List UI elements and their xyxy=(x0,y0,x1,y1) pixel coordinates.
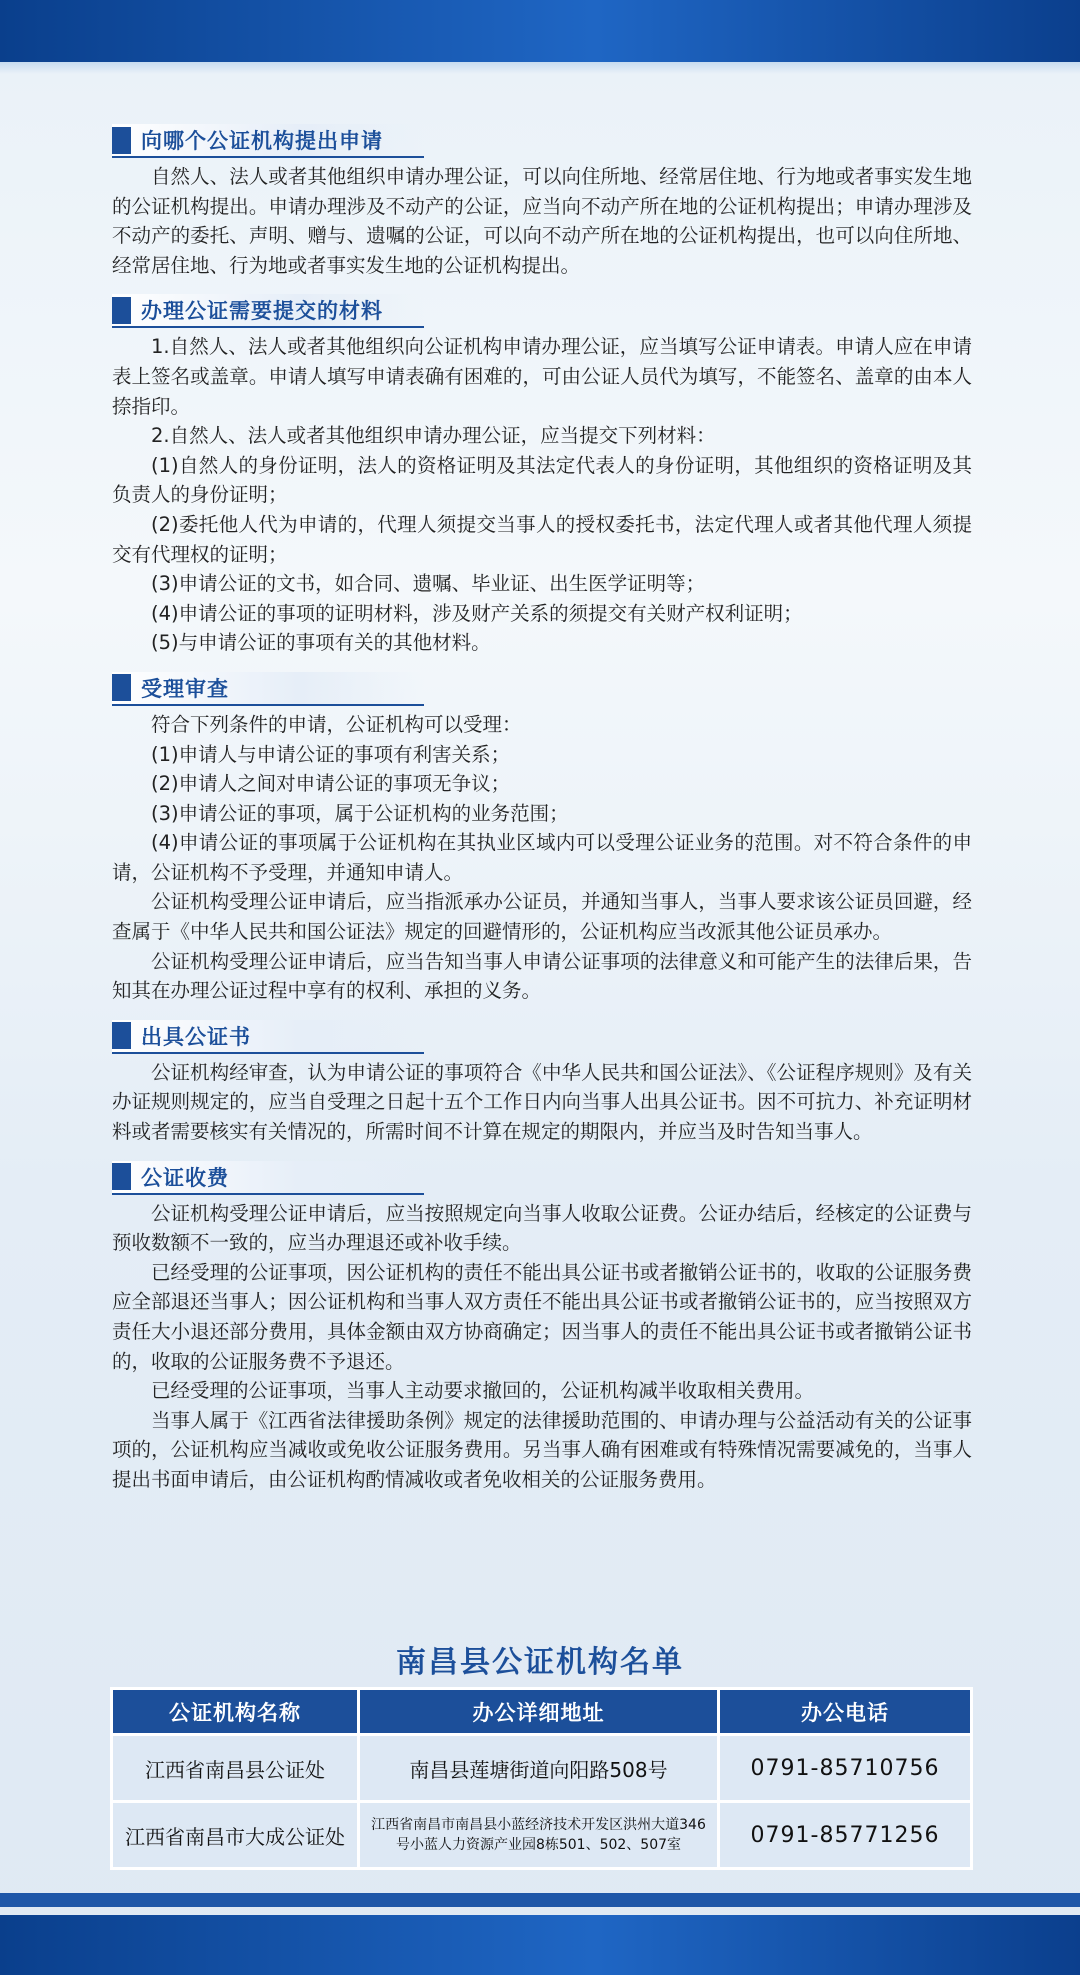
section-heading xyxy=(112,1020,424,1054)
section-title: 向哪个公证机构提出申请 xyxy=(141,129,383,153)
paragraph: 自然人、法人或者其他组织申请办理公证，可以向住所地、经常居住地、行为地或者事实发生地的公证机构提出。申请办理涉及不动产的公证，应当向不动产所在地的公证机构提出；申请办理涉及不动产的委托、声明、赠与、遗嘱的公证，可以向不动产所在地的公证机构提出，也可以向住所地、经常居住地、行为地或者事实发生地的公证机构提出。 xyxy=(112,165,972,277)
address-cell: 江西省南昌市南昌县小蓝经济技术开发区洪州大道346号小蓝人力资源产业园8栋501、502、507室 xyxy=(359,1802,719,1869)
section-acceptance-review xyxy=(112,672,972,1006)
section-required-materials xyxy=(112,294,972,658)
paragraph: 公证机构受理公证申请后，应当告知当事人申请公证事项的法律意义和可能产生的法律后果，告知其在办理公证过程中享有的权利、承担的义务。 xyxy=(112,949,972,1003)
paragraph: (3)申请公证的文书，如合同、遗嘱、毕业证、出生医学证明等； xyxy=(151,572,706,596)
paragraph: 公证机构受理公证申请后，应当指派承办公证员，并通知当事人，当事人要求该公证员回避，经查属于《中华人民共和国公证法》规定的回避情形的，公证机构应当改派其他公证员承办。 xyxy=(112,890,972,944)
table-row xyxy=(112,1802,972,1869)
heading-marker xyxy=(112,674,131,701)
paragraph: (4)申请公证的事项的证明材料，涉及财产关系的须提交有关财产权利证明； xyxy=(151,601,803,625)
paragraph: 公证机构受理公证申请后，应当按照规定向当事人收取公证费。公证办结后，经核定的公证费与预收数额不一致的，应当办理退还或补收手续。 xyxy=(112,1201,972,1255)
paragraph: (3)申请公证的事项，属于公证机构的业务范围； xyxy=(151,801,569,825)
document-content xyxy=(112,124,972,1509)
section-title: 办理公证需要提交的材料 xyxy=(141,299,383,324)
table-row xyxy=(112,1735,972,1802)
org-list-title: 南昌县公证机构名单 xyxy=(396,1645,684,1680)
section-heading xyxy=(112,294,424,328)
section-heading xyxy=(112,672,424,706)
phone-cell: 0791-85771256 xyxy=(719,1802,972,1869)
bottom-thin-band xyxy=(0,1893,1080,1907)
header-org-name: 公证机构名称 xyxy=(112,1689,359,1735)
paragraph: (2)委托他人代为申请的，代理人须提交当事人的授权委托书，法定代理人或者其他代理人须提交有代理权的证明； xyxy=(112,512,972,566)
paragraph: (5)与申请公证的事项有关的其他材料。 xyxy=(151,631,491,655)
phone-cell: 0791-85710756 xyxy=(719,1735,972,1802)
paragraph: 当事人属于《江西省法律援助条例》规定的法律援助范围的、申请办理与公益活动有关的公证事项的，公证机构应当减收或免收公证服务费用。另当事人确有困难或有特殊情况需要减免的，当事人提出书面申请后，由公证机构酌情减收或者免收相关的公证服务费用。 xyxy=(112,1408,972,1491)
address-cell: 南昌县莲塘街道向阳路508号 xyxy=(359,1735,719,1802)
paragraph: (1)申请人与申请公证的事项有利害关系； xyxy=(151,742,511,766)
top-band-highlight xyxy=(0,62,1080,74)
paragraph: (1)自然人的身份证明，法人的资格证明及其法定代表人的身份证明，其他组织的资格证明及其负责人的身份证明； xyxy=(112,453,972,507)
paragraph: 已经受理的公证事项，因公证机构的责任不能出具公证书或者撤销公证书的，收取的公证服务费应全部退还当事人；因公证机构和当事人双方责任不能出具公证书或者撤销公证书的，应当按照双方责任大小退还部分费用，具体金额由双方协商确定；因当事人的责任不能出具公证书或者撤销公证书的，收取的公证服务费不予退还。 xyxy=(112,1260,972,1373)
paragraph: (4)申请公证的事项属于公证机构在其执业区域内可以受理公证业务的范围。对不符合条件的申请，公证机构不予受理，并通知申请人。 xyxy=(112,831,972,884)
section-heading xyxy=(112,124,424,158)
paragraph: 2.自然人、法人或者其他组织申请办理公证，应当提交下列材料： xyxy=(151,424,716,448)
section-fees xyxy=(112,1161,972,1495)
org-table xyxy=(110,1687,973,1870)
paragraph: 已经受理的公证事项，当事人主动要求撤回的，公证机构减半收取相关费用。 xyxy=(151,1379,815,1403)
paragraph: 1.自然人、法人或者其他组织向公证机构申请办理公证，应当填写公证申请表。申请人应在申请表上签名或盖章。申请人填写申请表确有困难的，可由公证人员代为填写，不能签名、盖章的由本人捺指印。 xyxy=(112,335,972,418)
section-where-to-apply xyxy=(112,124,972,280)
paragraph: 公证机构经审查，认为申请公证的事项符合《中华人民共和国公证法》、《公证程序规则》及有关办证规则规定的，应当自受理之日起十五个工作日内向当事人出具公证书。因不可抗力、补充证明材料或者需要核实有关情况的，所需时间不计算在规定的期限内，并应当及时告知当事人。 xyxy=(112,1060,972,1144)
bottom-decorative-band xyxy=(0,1915,1080,1975)
section-title: 出具公证书 xyxy=(141,1024,251,1049)
section-title: 受理审查 xyxy=(141,676,229,701)
heading-marker xyxy=(112,1163,131,1190)
org-name-cell: 江西省南昌县公证处 xyxy=(112,1735,359,1802)
header-address: 办公详细地址 xyxy=(359,1689,719,1735)
heading-marker xyxy=(112,297,131,324)
top-decorative-band xyxy=(0,0,1080,62)
table-header-row xyxy=(112,1689,972,1735)
paragraph: (2)申请人之间对申请公证的事项无争议； xyxy=(151,772,511,796)
header-phone: 办公电话 xyxy=(719,1689,972,1735)
section-heading xyxy=(112,1161,424,1195)
heading-marker xyxy=(112,1022,131,1049)
section-issue-certificate xyxy=(112,1020,972,1147)
org-name-cell: 江西省南昌市大成公证处 xyxy=(112,1802,359,1869)
section-title: 公证收费 xyxy=(141,1165,229,1190)
heading-marker xyxy=(112,127,131,154)
paragraph: 符合下列条件的申请，公证机构可以受理： xyxy=(151,712,522,736)
